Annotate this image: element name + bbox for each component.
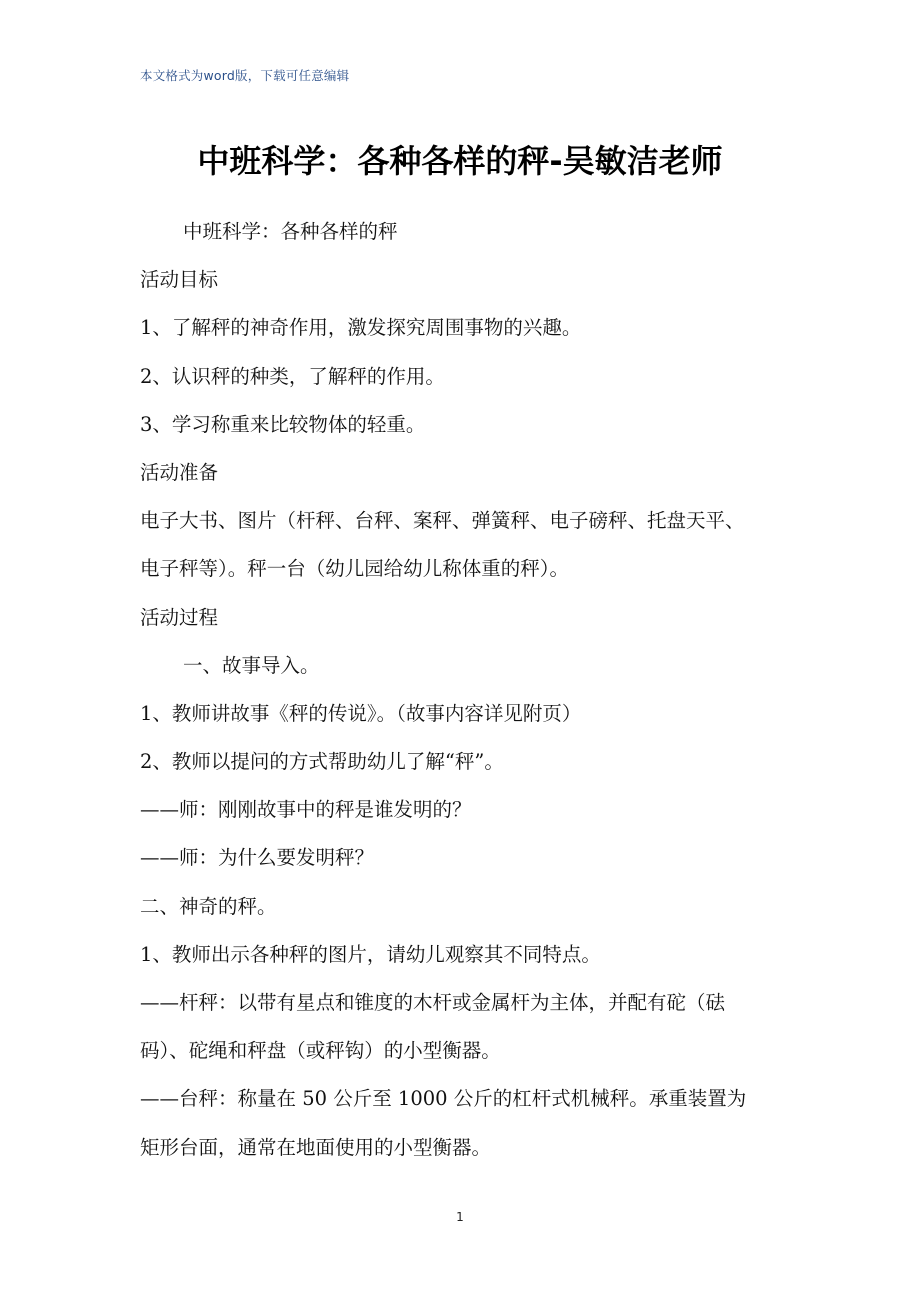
document-body [140,212,786,1176]
paragraph-line: ——台秤：称量在 50 公斤至 1000 公斤的杠杆式机械秤。承重装置为 [140,1087,747,1111]
paragraph-line: 活动准备 [140,460,219,484]
paragraph-line: 二、神奇的秤。 [140,894,277,918]
paragraph-line: 中班科学：各种各样的秤 [183,220,398,243]
paragraph-line: 2、认识秤的种类，了解秤的作用。 [140,364,445,388]
paragraph-line: 2、教师以提问的方式帮助幼儿了解“秤”。 [140,750,504,774]
paragraph-line: 矩形台面，通常在地面使用的小型衡器。 [140,1135,492,1159]
document-title: 中班科学：各种各样的秤-吴敏洁老师 [197,142,723,180]
page-number: 1 [456,1210,464,1224]
paragraph-line: 活动过程 [140,605,219,629]
paragraph-line: 电子大书、图片（杆秤、台秤、案秤、弹簧秤、电子磅秤、托盘天平、 [140,509,745,533]
paragraph-line: 1、教师讲故事《秤的传说》。（故事内容详见附页） [140,701,582,725]
header-note: 本文格式为word版，下载可任意编辑 [140,68,350,83]
paragraph-line: 3、学习称重来比较物体的轻重。 [140,412,426,436]
paragraph-line: ——杆秤：以带有星点和锥度的木杆或金属杆为主体，并配有砣（砝 [140,991,726,1014]
paragraph-line: 1、教师出示各种秤的图片，请幼儿观察其不同特点。 [140,942,601,966]
paragraph-line: 码）、砣绳和秤盘（或秤钩）的小型衡器。 [140,1039,501,1063]
paragraph-line: 电子秤等）。秤一台（幼儿园给幼儿称体重的秤）。 [140,557,570,581]
paragraph-line: 活动目标 [140,268,219,292]
paragraph-line: 1、了解秤的神奇作用，激发探究周围事物的兴趣。 [140,316,582,340]
paragraph-line: 一、故事导入。 [183,653,320,677]
paragraph-line: ——师：为什么要发明秤？ [140,846,375,870]
paragraph-line: ——师：刚刚故事中的秤是谁发明的？ [140,798,472,822]
